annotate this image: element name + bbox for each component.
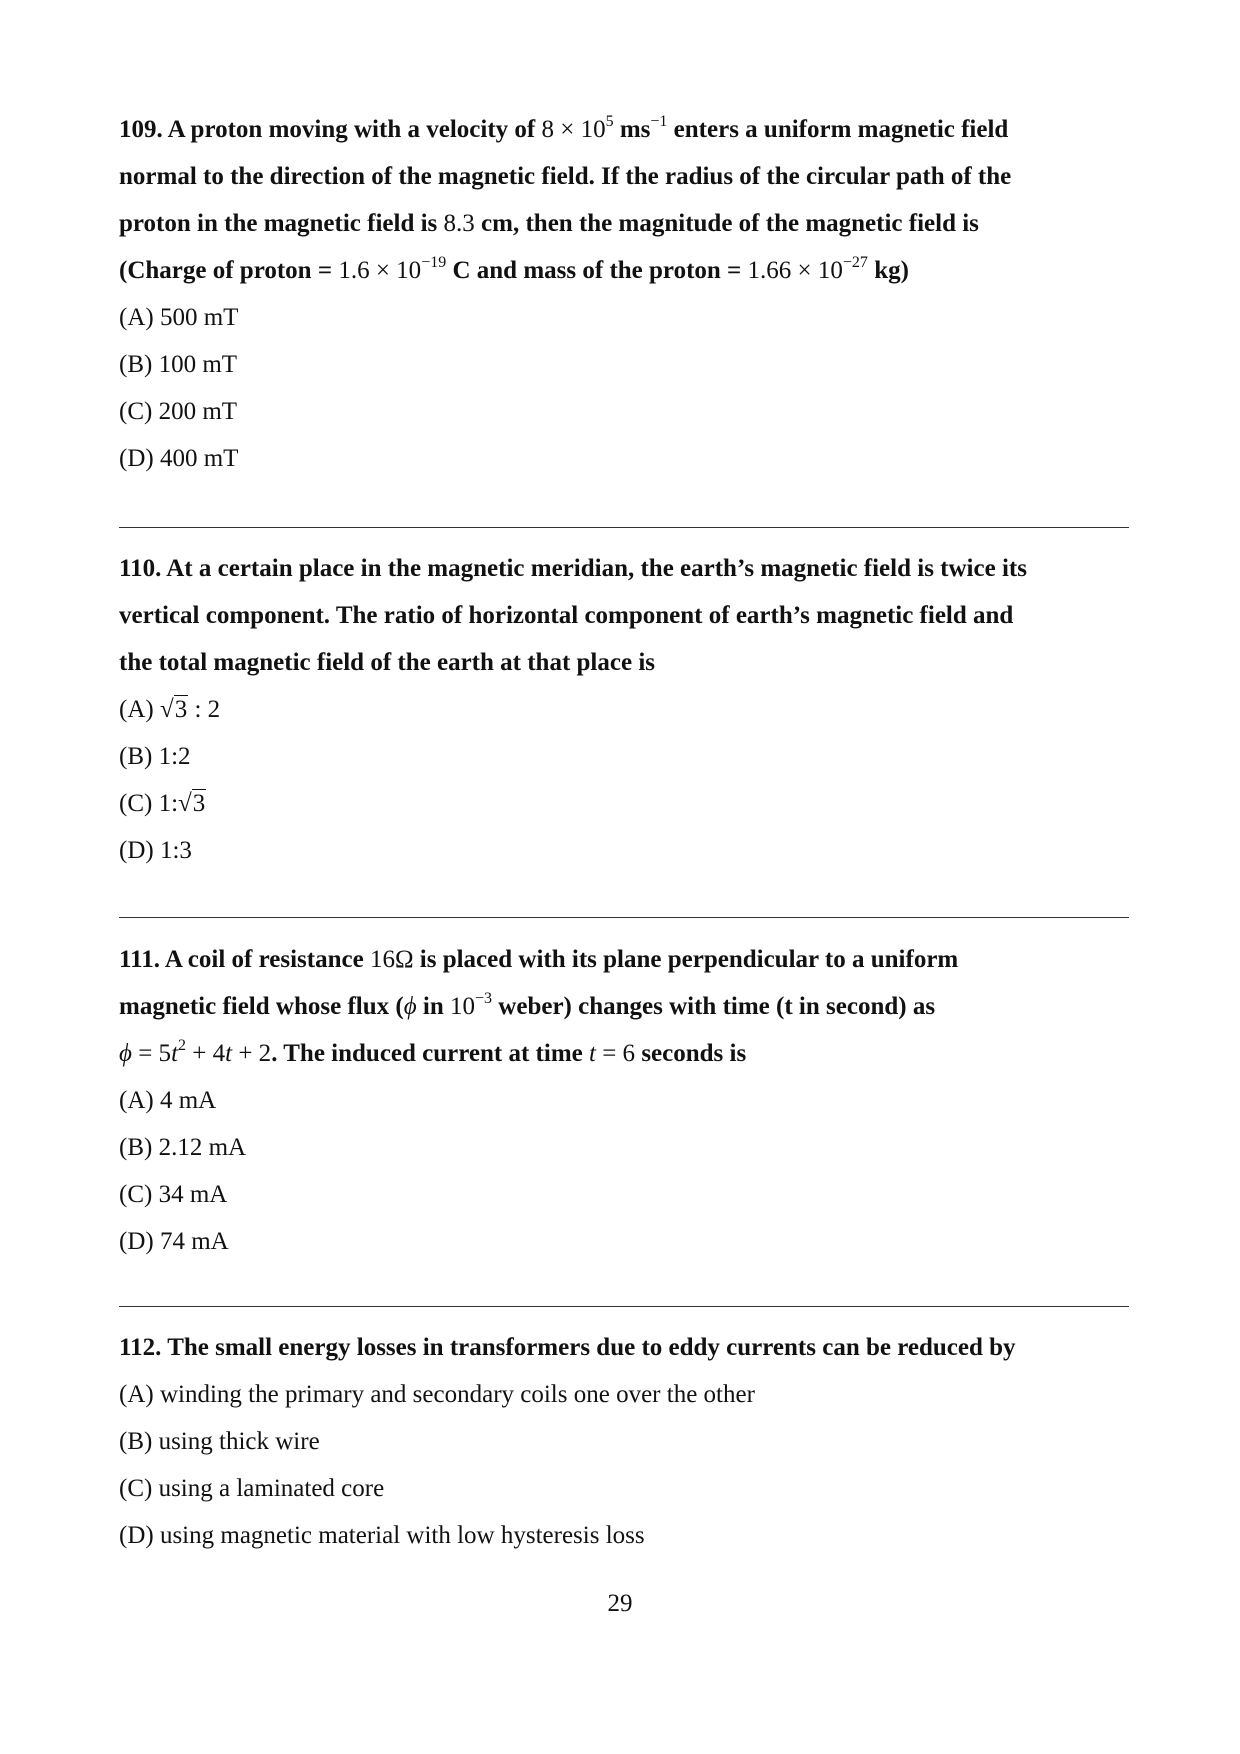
question-112 (119, 1324, 1129, 1559)
option-d: (D) 74 mA (119, 1228, 229, 1255)
velocity-value: $8 \times 10^5$ (541, 112, 614, 143)
square-root: √3 (159, 696, 188, 723)
question-stem-line: magnetic field whose flux (ϕ in $10^{-3}$ weber) changes with time (t in second) as (119, 989, 936, 1020)
option-b: (B) 1:2 (119, 743, 191, 770)
section-divider (119, 1306, 1129, 1307)
question-number: 112. (119, 1334, 162, 1361)
option-c: (C) using a laminated core (119, 1475, 385, 1502)
question-stem-line: 109. A proton moving with a velocity of $8 \times 10^5$ $ms^{-1}$ enters a uniform magnetic field (119, 112, 1009, 143)
charge-value: $1.6 \times 10^{-19}$ (338, 253, 447, 284)
option-d: (D) using magnetic material with low hysteresis loss (119, 1522, 645, 1549)
option-a: (A) 500 mT (119, 304, 239, 331)
resistance-value: 16Ω (369, 946, 414, 973)
question-stem-line: normal to the direction of the magnetic field. If the radius of the circular path of the (119, 163, 1012, 190)
mass-value: $1.66 \times 10^{-27}$ (747, 253, 868, 284)
option-c: (C) 1:√3 (119, 790, 206, 817)
option-b: (B) 100 mT (119, 351, 238, 378)
question-stem-line: the total magnetic field of the earth at that place is (119, 649, 655, 676)
option-d: (D) 400 mT (119, 445, 239, 472)
option-d: (D) 1:3 (119, 837, 192, 864)
option-a: (A) winding the primary and secondary coils one over the other (119, 1381, 755, 1408)
question-110 (119, 545, 1129, 874)
question-stem-line: 111. A coil of resistance 16Ω is placed with its plane perpendicular to a uniform (119, 946, 959, 973)
option-c: (C) 200 mT (119, 398, 238, 425)
section-divider (119, 917, 1129, 918)
option-a: (A) √3 : 2 (119, 696, 221, 723)
question-stem-line: $\phi = 5t^2 + 4t + 2$. The induced current at time t = 6 seconds is (119, 1036, 747, 1067)
question-109 (119, 106, 1129, 482)
question-stem-line: 110. At a certain place in the magnetic meridian, the earth’s magnetic field is twice its (119, 555, 1027, 582)
question-111 (119, 936, 1129, 1265)
question-number: 110. (119, 555, 162, 582)
page-number: 29 (607, 1590, 633, 1617)
question-stem-line: (Charge of proton = $1.6 \times 10^{-19}$ C and mass of the proton = $1.66 \times 10^{-27}$ kg) (119, 253, 909, 284)
section-divider (119, 527, 1129, 528)
question-number: 109. (119, 116, 163, 143)
question-stem-line: 112. The small energy losses in transformers due to eddy currents can be reduced by (119, 1334, 1016, 1361)
option-b: (B) 2.12 mA (119, 1134, 247, 1161)
option-a: (A) 4 mA (119, 1087, 217, 1114)
square-root: √3 (178, 790, 206, 817)
option-c: (C) 34 mA (119, 1181, 228, 1208)
radius-value: 8.3 (443, 210, 475, 237)
flux-equation: $\phi = 5t^2 + 4t + 2$ (119, 1036, 272, 1067)
question-number: 111. (119, 946, 160, 973)
question-stem-line: proton in the magnetic field is 8.3 cm, then the magnitude of the magnetic field is (119, 210, 979, 237)
option-b: (B) using thick wire (119, 1428, 320, 1455)
question-stem-line: vertical component. The ratio of horizontal component of earth’s magnetic field and (119, 602, 1014, 629)
